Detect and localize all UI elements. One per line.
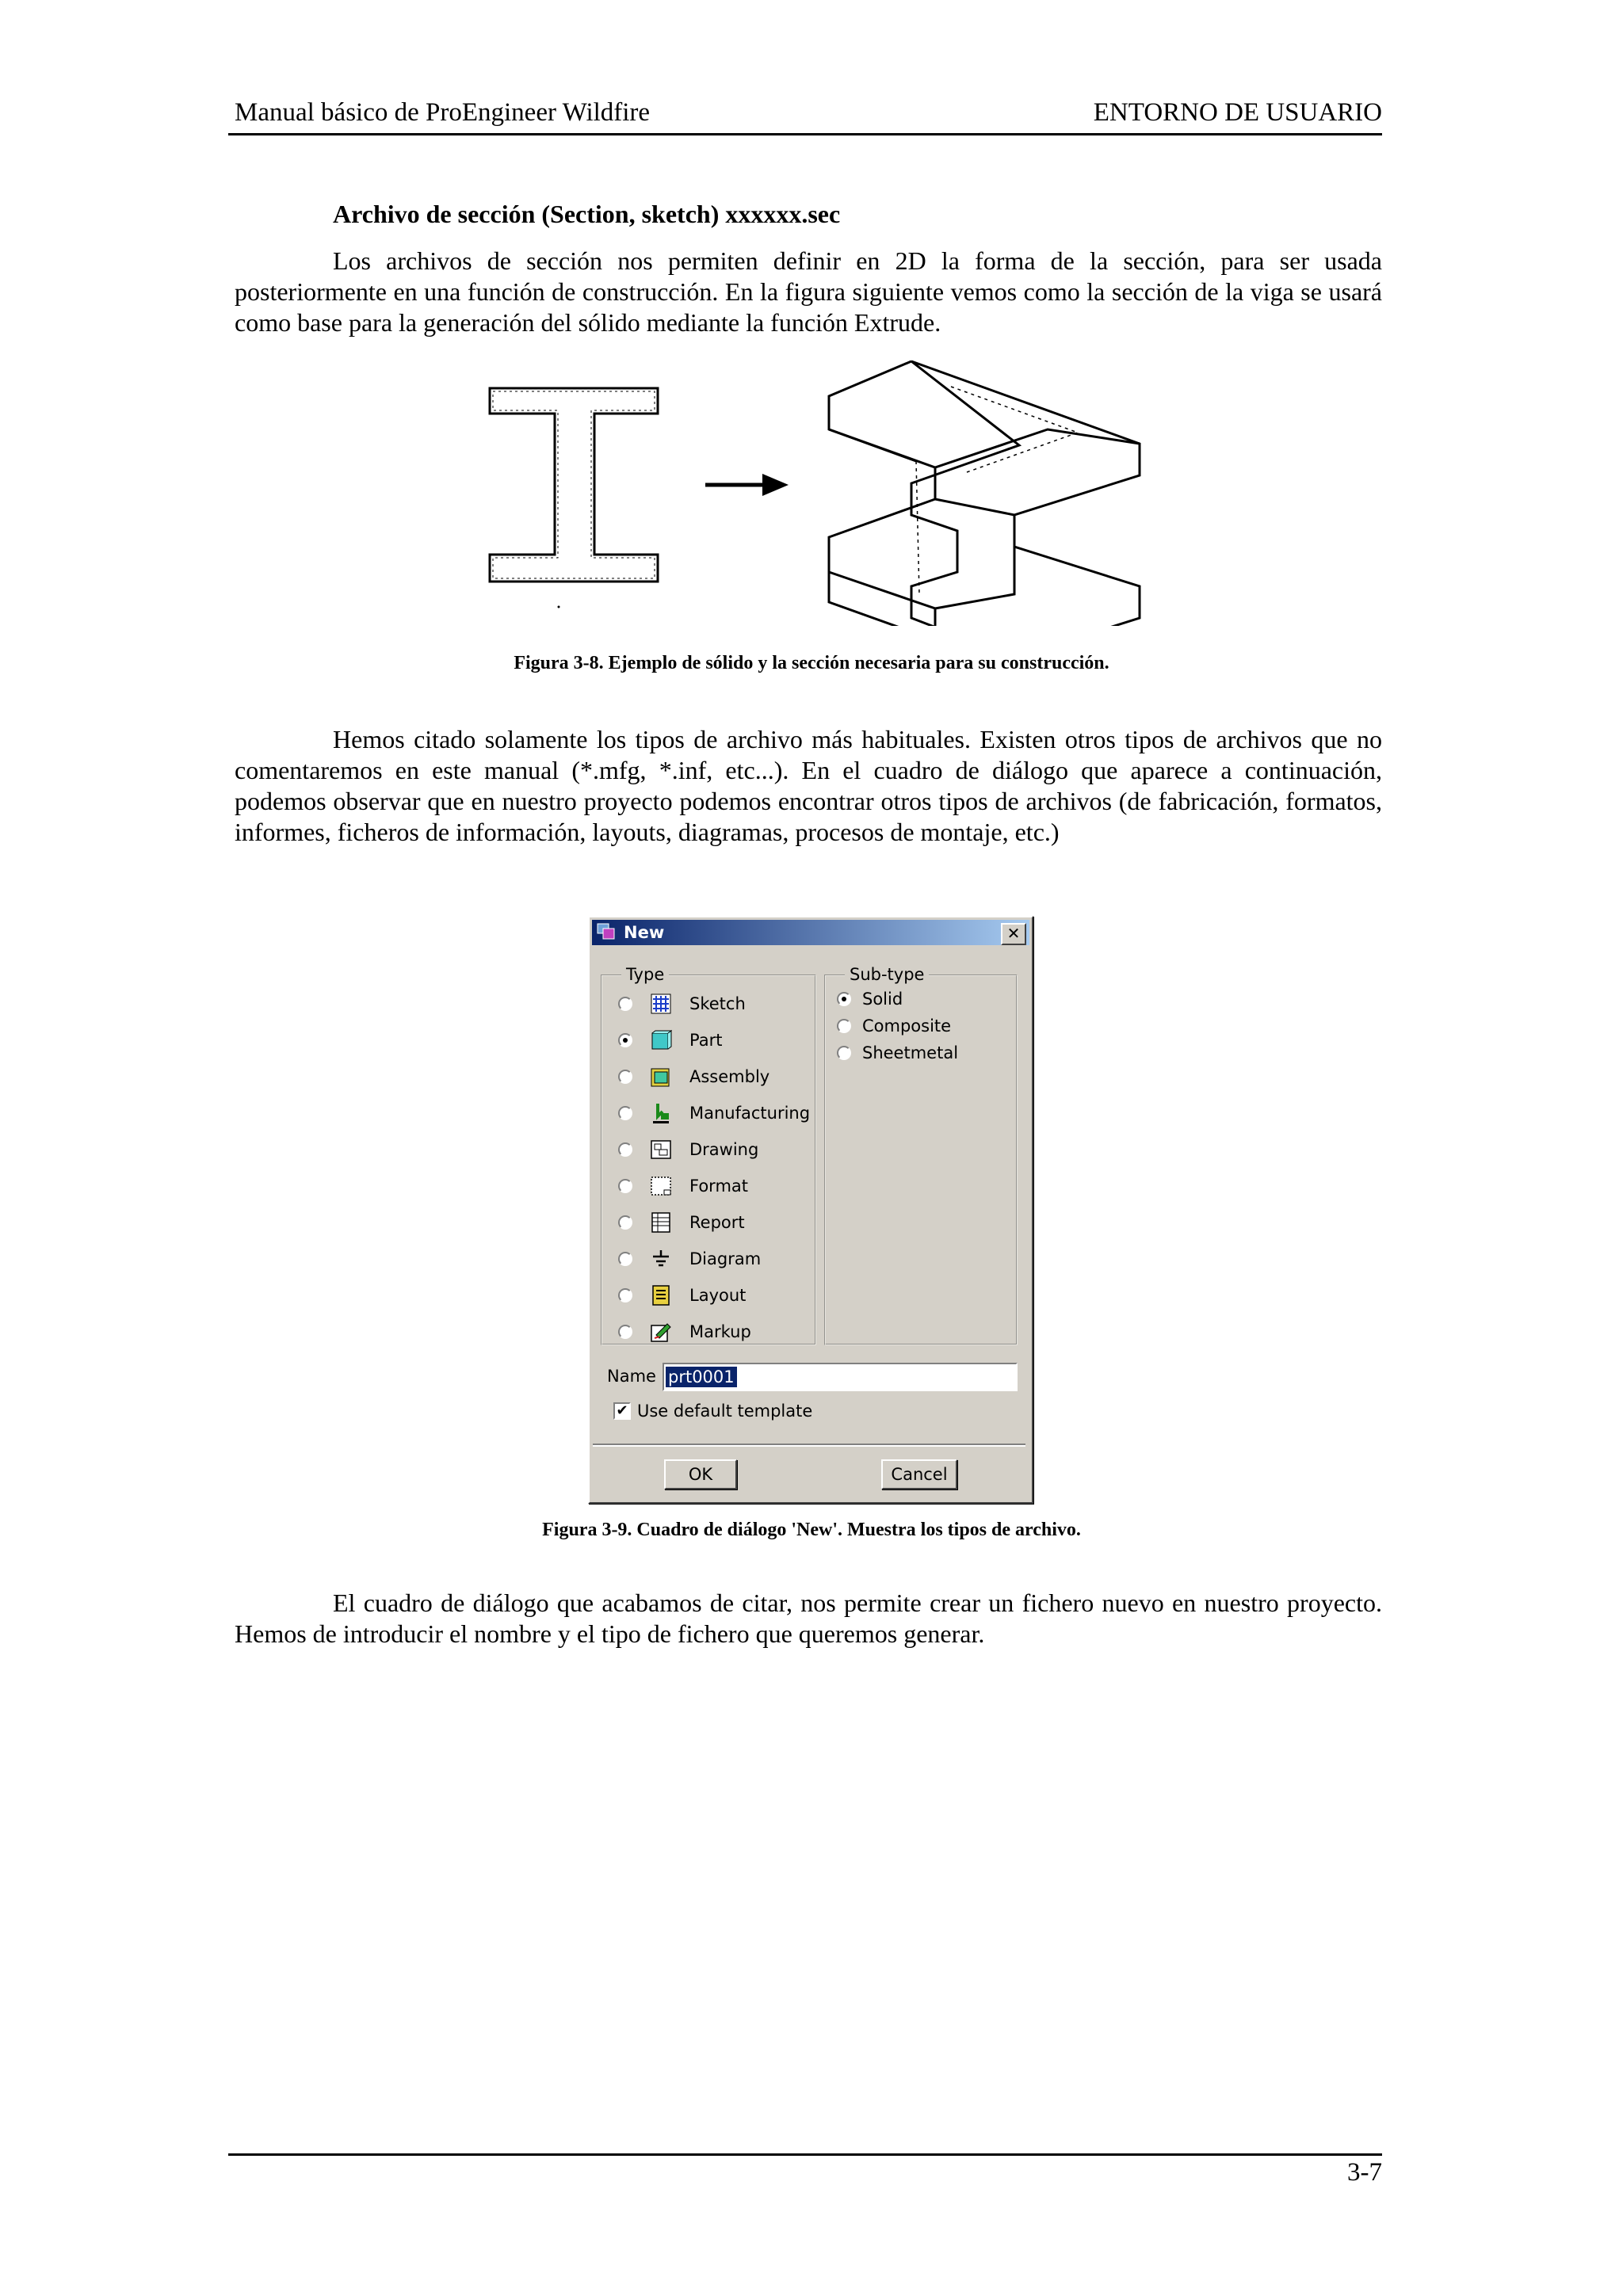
- type-option-part[interactable]: [602, 1028, 808, 1054]
- type-option-label: Sketch: [689, 994, 746, 1013]
- type-option-report[interactable]: [602, 1211, 808, 1236]
- arrow-icon: [705, 474, 789, 496]
- page-number: 3-7: [1347, 2158, 1382, 2187]
- radio-button[interactable]: [618, 1106, 632, 1120]
- radio-button[interactable]: [837, 1046, 851, 1060]
- manufacturing-icon: [650, 1102, 672, 1124]
- paragraph-1-text: Los archivos de sección nos permiten definir en 2D la forma de la sección, para ser usada posteriormente en una función de construcción. En la figura siguiente vemos como la sección de la viga se usará como base para la generación del sólido mediante la función Extrude.: [235, 246, 1382, 337]
- paragraph-3-text: El cuadro de diálogo que acabamos de citar, nos permite crear un fichero nuevo en nuestro proyecto. Hemos de introducir el nombre y el tipo de fichero que queremos generar.: [235, 1589, 1382, 1648]
- default-template-label: Use default template: [637, 1402, 813, 1421]
- type-option-label: Assembly: [689, 1067, 770, 1086]
- name-input[interactable]: [663, 1363, 1018, 1391]
- header-rule: [228, 133, 1382, 135]
- type-option-manufacturing[interactable]: [602, 1101, 811, 1127]
- type-option-label: Layout: [689, 1286, 747, 1305]
- drawing-icon: [650, 1138, 672, 1161]
- type-option-label: Report: [689, 1213, 745, 1232]
- check-icon: ✔: [616, 1402, 628, 1419]
- footer-rule: [228, 2153, 1382, 2156]
- assembly-icon: [650, 1066, 672, 1088]
- radio-button[interactable]: [618, 1070, 632, 1084]
- type-option-markup[interactable]: [602, 1320, 808, 1345]
- subtype-option-label: Composite: [862, 1016, 952, 1035]
- part-icon: [650, 1029, 672, 1051]
- close-button[interactable]: [1001, 923, 1026, 945]
- ok-button[interactable]: OK: [664, 1459, 737, 1489]
- radio-button[interactable]: [618, 1215, 632, 1230]
- type-option-label: Manufacturing: [689, 1104, 811, 1123]
- radio-button[interactable]: [618, 1325, 632, 1339]
- type-option-diagram[interactable]: [602, 1247, 808, 1272]
- cancel-button[interactable]: Cancel: [881, 1459, 957, 1489]
- type-group: [601, 965, 816, 1345]
- diagram-icon: [650, 1248, 672, 1270]
- subtype-option-label: Sheetmetal: [862, 1043, 959, 1062]
- markup-icon: [650, 1321, 672, 1343]
- type-option-assembly[interactable]: [602, 1065, 808, 1090]
- figure-2-caption: Figura 3-9. Cuadro de diálogo 'New'. Muestra los tipos de archivo.: [542, 1520, 1081, 1540]
- type-option-drawing[interactable]: [602, 1138, 808, 1163]
- name-label: Name: [607, 1367, 656, 1386]
- name-input-value: prt0001: [666, 1367, 737, 1387]
- dialog-titlebar[interactable]: [592, 920, 1029, 945]
- radio-button[interactable]: [618, 1033, 632, 1047]
- default-template-checkbox[interactable]: [613, 1402, 631, 1420]
- radio-button[interactable]: [618, 1252, 632, 1266]
- figure-section-to-solid: [475, 357, 1157, 626]
- type-option-format[interactable]: [602, 1174, 808, 1199]
- dialog-title: New: [624, 923, 665, 942]
- close-icon: ✕: [1006, 924, 1021, 943]
- i-beam-solid: [829, 361, 1140, 626]
- type-option-label: Drawing: [689, 1140, 759, 1159]
- paragraph-2: [235, 724, 1382, 848]
- radio-button[interactable]: [618, 1142, 632, 1157]
- type-option-sketch[interactable]: [602, 992, 808, 1017]
- sketch-icon: [650, 993, 672, 1015]
- header-title: Manual básico de ProEngineer Wildfire: [235, 98, 651, 127]
- section-title: Archivo de sección (Section, sketch) xxxxxx.sec: [333, 200, 841, 228]
- radio-button[interactable]: [837, 1019, 851, 1033]
- type-option-layout[interactable]: [602, 1283, 808, 1309]
- subtype-option-label: Solid: [862, 990, 903, 1009]
- format-icon: [650, 1175, 672, 1197]
- subtype-option-sheetmetal[interactable]: [826, 1043, 1008, 1065]
- paragraph-3: [235, 1588, 1382, 1650]
- report-icon: [650, 1211, 672, 1234]
- type-option-label: Part: [689, 1031, 723, 1050]
- dialog-separator: [593, 1444, 1025, 1447]
- subtype-option-composite[interactable]: [826, 1016, 1008, 1038]
- type-group-label: Type: [621, 965, 669, 984]
- subtype-option-solid[interactable]: [826, 989, 1008, 1011]
- radio-button[interactable]: [618, 997, 632, 1011]
- paragraph-1: [235, 246, 1382, 338]
- header-section: ENTORNO DE USUARIO: [1093, 98, 1382, 127]
- radio-button[interactable]: [618, 1179, 632, 1193]
- i-section-sketch: [490, 388, 658, 582]
- type-option-label: Markup: [689, 1322, 751, 1341]
- app-icon: [597, 923, 616, 940]
- type-option-label: Diagram: [689, 1249, 762, 1268]
- new-dialog: [588, 916, 1033, 1504]
- layout-icon: [650, 1284, 672, 1306]
- figure-1-caption: Figura 3-8. Ejemplo de sólido y la sección necesaria para su construcción.: [514, 653, 1109, 673]
- subtype-group-label: Sub-type: [845, 965, 929, 984]
- radio-button[interactable]: [837, 992, 851, 1006]
- radio-button[interactable]: [618, 1288, 632, 1302]
- paragraph-2-text: Hemos citado solamente los tipos de archivo más habituales. Existen otros tipos de archivos que no comentaremos en este manual (*.mfg, *.inf, etc...). En el cuadro de diálogo que aparece a continuación, podemos observar que en nuestro proyecto podemos encontrar otros tipos de archivos (de fabricación, formatos, informes, ficheros de información, layouts, diagramas, procesos de montaje, etc.): [235, 725, 1382, 846]
- subtype-group: [824, 965, 1018, 1345]
- type-option-label: Format: [689, 1177, 749, 1196]
